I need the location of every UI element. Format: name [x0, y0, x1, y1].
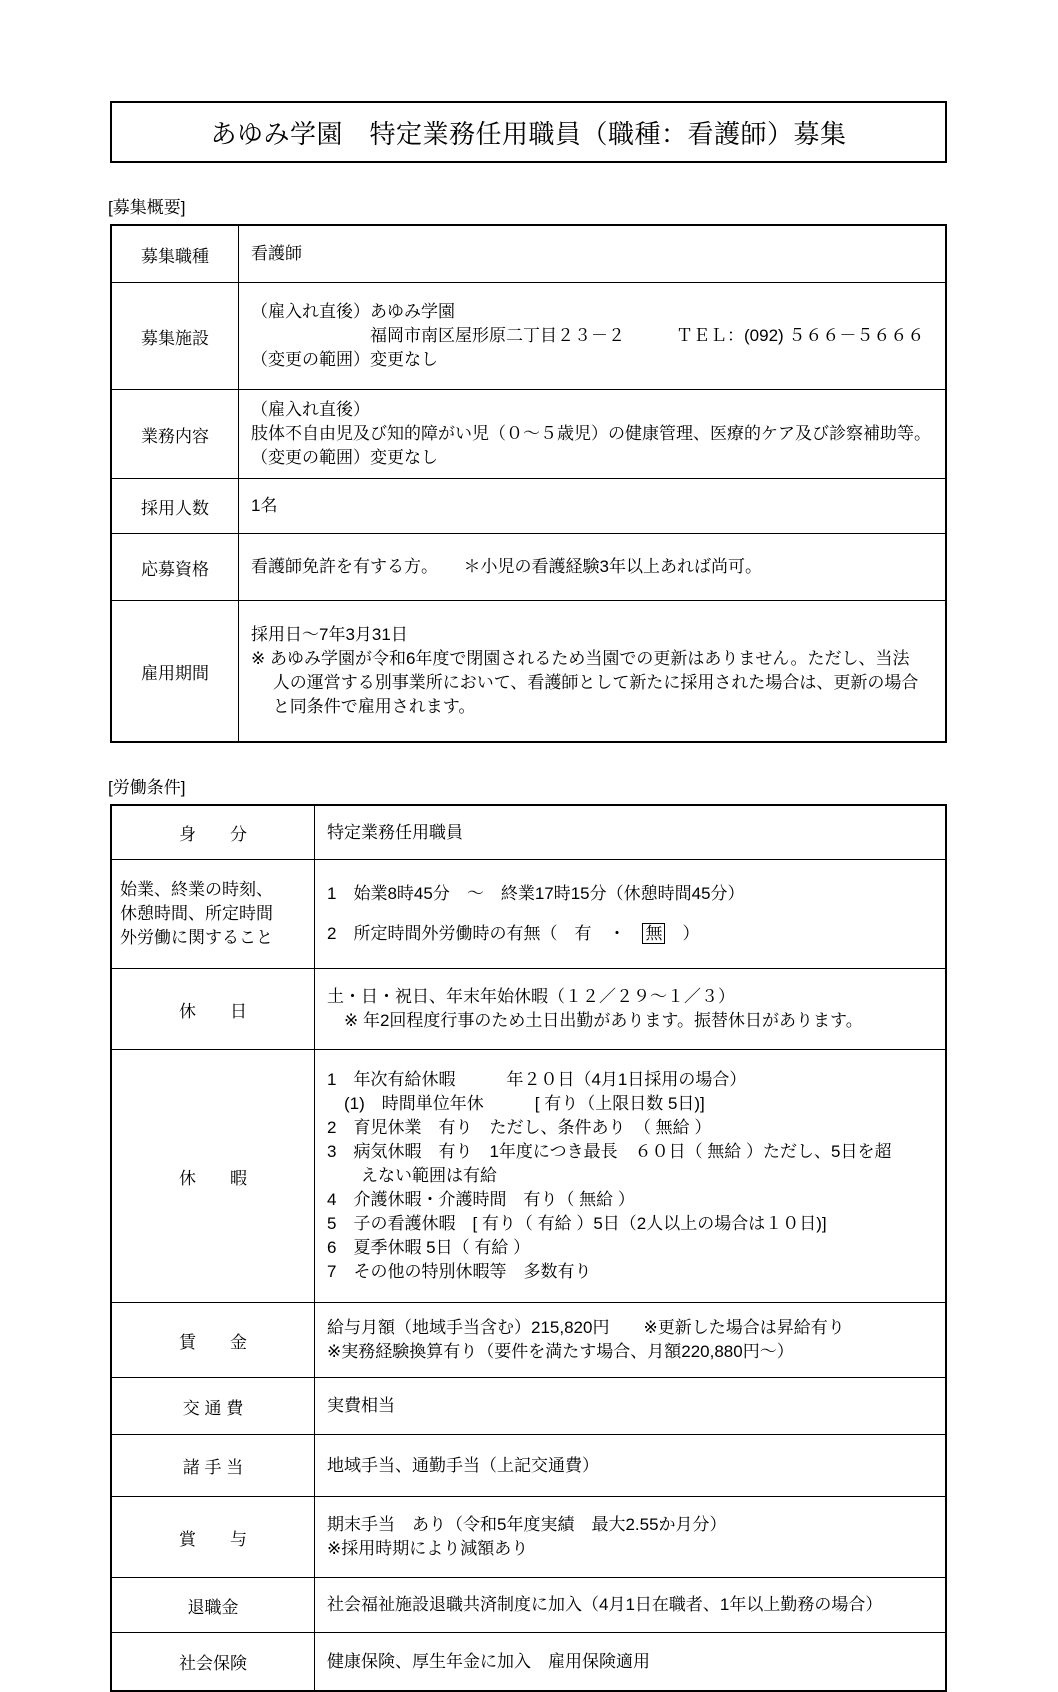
- table-row: [111, 225, 946, 283]
- row-value: [315, 1303, 947, 1378]
- row-value: [315, 1378, 947, 1435]
- row-value: [315, 1578, 947, 1633]
- table-row: [111, 601, 946, 743]
- text-part: 2 所定時間外労働時の有無（ 有 ・: [327, 924, 643, 943]
- row-value-line: 採用日～7年3月31日: [251, 625, 408, 644]
- row-label: 交 通 費: [111, 1378, 315, 1435]
- row-label: 休 日: [111, 969, 315, 1050]
- table-row: [111, 283, 946, 390]
- labor-section-label: [労働条件]: [108, 778, 186, 797]
- row-label: 社会保険: [111, 1633, 315, 1692]
- table-row: [111, 1050, 946, 1303]
- row-value-line: ※ あゆみ学園が令和6年度で閉園されるため当園での更新はありません。ただし、当法: [251, 649, 910, 668]
- overview-section-label: [募集概要]: [108, 198, 186, 217]
- table-row: [111, 1303, 946, 1378]
- row-value-line: ※実務経験換算有り（要件を満たす場合、月額220,880円～）: [327, 1342, 794, 1361]
- text-part: ）: [665, 924, 700, 943]
- table-row: [111, 390, 946, 479]
- row-value-line: （雇入れ直後）あゆみ学園: [251, 302, 455, 321]
- row-value-line: 給与月額（地域手当含む）215,820円 ※更新した場合は昇給有り: [327, 1318, 845, 1337]
- row-label: 退職金: [111, 1578, 315, 1633]
- row-label-line: 外労働に関すること: [120, 928, 273, 947]
- row-value-line: 1名: [251, 496, 278, 515]
- row-value-line: と同条件で雇用されます。: [251, 697, 476, 716]
- row-label: 休 暇: [111, 1050, 315, 1303]
- row-label: 雇用期間: [111, 601, 239, 743]
- row-value-line: 肢体不自由児及び知的障がい児（０～５歳児）の健康管理、医療的ケア及び診察補助等。: [251, 424, 931, 443]
- overview-table: [110, 224, 947, 743]
- row-value-line: 福岡市南区屋形原二丁目２３－２ ＴＥＬ：(092) ５６６－５６６６: [251, 326, 925, 345]
- row-value-line: 1 始業8時45分 ～ 終業17時15分（休憩時間45分）: [327, 884, 745, 903]
- row-label: 賃 金: [111, 1303, 315, 1378]
- boxed-option: 無: [642, 923, 665, 944]
- row-value: [239, 390, 947, 479]
- row-value: [239, 479, 947, 534]
- row-value: [239, 534, 947, 601]
- row-label: 身 分: [111, 805, 315, 860]
- table-row: [111, 1378, 946, 1435]
- row-value-line: 3 病気休暇 有り 1年度につき最長 ６０日（ 無給 ）ただし、5日を超: [327, 1142, 892, 1161]
- row-value-line: ※ 年2回程度行事のため土日出勤があります。振替休日があります。: [327, 1011, 863, 1030]
- row-value-line: 5 子の看護休暇 [ 有り（ 有給 ）5日（2人以上の場合は１０日)]: [327, 1214, 827, 1233]
- row-label: 業務内容: [111, 390, 239, 479]
- row-value: [315, 805, 947, 860]
- row-label: 賞 与: [111, 1497, 315, 1578]
- row-value-line: （変更の範囲）変更なし: [251, 448, 438, 467]
- table-row: [111, 1578, 946, 1633]
- row-value-line: 地域手当、通勤手当（上記交通費）: [327, 1455, 599, 1475]
- row-label-line: 始業、終業の時刻、: [120, 880, 273, 899]
- row-label: 募集施設: [111, 283, 239, 390]
- row-value-line: 実費相当: [327, 1396, 395, 1415]
- row-value-line: 健康保険、厚生年金に加入 雇用保険適用: [327, 1651, 650, 1671]
- row-value: [315, 1435, 947, 1497]
- document-title-box: [110, 101, 947, 163]
- row-value: [315, 1050, 947, 1303]
- row-label: 募集職種: [111, 225, 239, 283]
- row-label: 諸 手 当: [111, 1435, 315, 1497]
- table-row: [111, 1497, 946, 1578]
- row-value-line: 4 介護休暇・介護時間 有り（ 無給 ）: [327, 1190, 635, 1209]
- row-label: 採用人数: [111, 479, 239, 534]
- table-row: [111, 534, 946, 601]
- row-value: [315, 1633, 947, 1692]
- row-label: 応募資格: [111, 534, 239, 601]
- row-value-line: （雇入れ直後）: [251, 400, 370, 419]
- row-value-line: 7 その他の特別休暇等 多数有り: [327, 1262, 592, 1281]
- row-label-line: 休憩時間、所定時間: [120, 904, 273, 923]
- row-value-line: 社会福祉施設退職共済制度に加入（4月1日在職者、1年以上勤務の場合）: [327, 1595, 883, 1614]
- row-value-line: 看護師: [251, 244, 302, 263]
- row-value-line: 土・日・祝日、年末年始休暇（１２／２９～１／３）: [327, 987, 735, 1006]
- table-row: [111, 1435, 946, 1497]
- row-value-line: 6 夏季休暇 5日（ 有給 ）: [327, 1238, 531, 1257]
- row-value: [315, 969, 947, 1050]
- document-title: あゆみ学園 特定業務任用職員（職種：看護師）募集: [210, 118, 847, 149]
- document-page: [110, 101, 947, 1692]
- table-row: [111, 805, 946, 860]
- row-value: [239, 283, 947, 390]
- row-value: [315, 860, 947, 969]
- row-value: [239, 601, 947, 743]
- row-value-line: 2 育児休業 有り ただし、条件あり （ 無給 ）: [327, 1118, 712, 1137]
- row-value: [239, 225, 947, 283]
- row-value-line: [327, 914, 933, 954]
- row-value-line: 看護師免許を有する方。 ＊小児の看護経験3年以上あれば尚可。: [251, 557, 762, 576]
- row-value-line: 人の運営する別事業所において、看護師として新たに採用された場合は、更新の場合: [251, 673, 919, 692]
- row-value-line: (1) 時間単位年休 [ 有り（上限日数 5日)]: [327, 1094, 705, 1113]
- labor-table: [110, 804, 947, 1692]
- row-value-line: 期末手当 あり（令和5年度実績 最大2.55か月分）: [327, 1515, 727, 1534]
- row-value-line: 特定業務任用職員: [327, 822, 463, 842]
- row-value-line: ※採用時期により減額あり: [327, 1539, 529, 1558]
- row-value-line: 1 年次有給休暇 年２０日（4月1日採用の場合）: [327, 1070, 747, 1089]
- row-label: [111, 860, 315, 969]
- table-row: [111, 860, 946, 969]
- row-value-line: （変更の範囲）変更なし: [251, 350, 438, 369]
- table-row: [111, 969, 946, 1050]
- table-row: [111, 479, 946, 534]
- row-value-line: えない範囲は有給: [327, 1166, 497, 1185]
- table-row: [111, 1633, 946, 1692]
- row-value: [315, 1497, 947, 1578]
